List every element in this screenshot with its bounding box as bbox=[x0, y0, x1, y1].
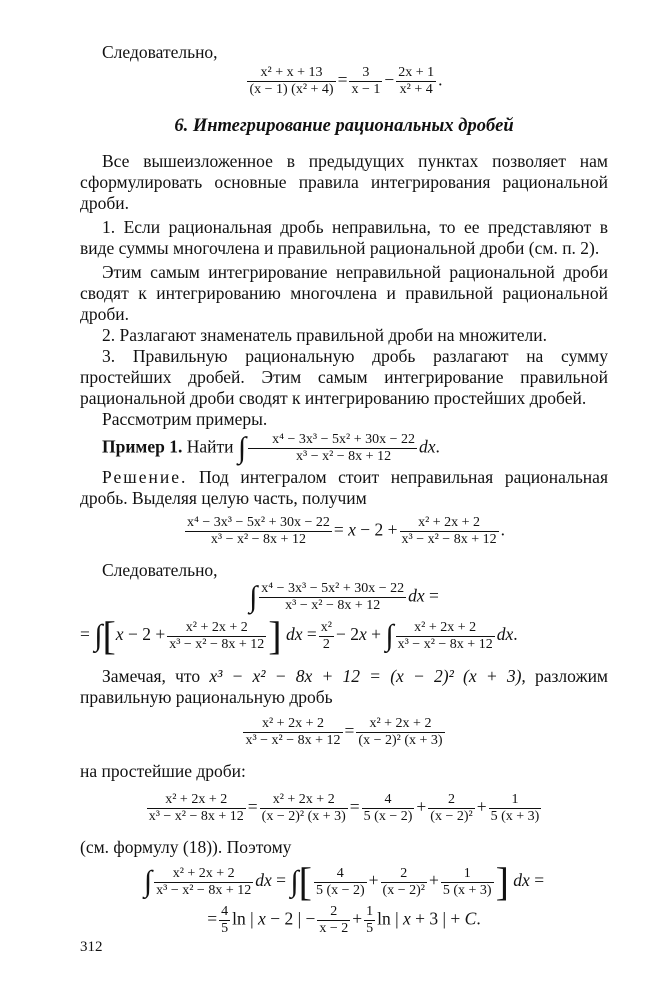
text-see-formula: (см. формулу (18)). Поэтому bbox=[80, 837, 292, 857]
formula-whole-part: $\frac{\text{x⁴ − 3x³ − 5x² + 30x − 22}}{\text{x³ − x² − 8x + 12}}$ = x − 2 + $\frac{\text{x² + 2x + 2}}{\text{x³ − x² − 8x + 12}}$ . bbox=[187, 515, 505, 547]
fraction: $\frac{\text{x⁴ − 3x³ − 5x² + 30x − 22}}{\text{x³ − x² − 8x + 12}}$ bbox=[187, 515, 330, 547]
text-sledovatelno-1: Следовательно, bbox=[102, 42, 218, 62]
integral-sign: ∫ bbox=[249, 580, 258, 614]
fraction: $\frac{2x + 1}{\text{x² + 4}}$ bbox=[398, 65, 435, 97]
integral-sign: ∫ bbox=[385, 619, 394, 652]
formula-decomposition-1: $\frac{\text{x² + x + 13}}{\text{(x − 1) (x² + 4)}}$ = $\frac{3}{x - 1}$ − $\frac{2x + 1}{\text{x² + 4}}$ . bbox=[249, 65, 443, 97]
fraction: $\frac{\text{x² + x + 13}}{\text{(x − 1) (x² + 4)}}$ bbox=[249, 65, 334, 97]
fraction: $\frac{1}{5 (x + 3)}$ bbox=[490, 792, 540, 824]
integral-sign: ∫ bbox=[237, 431, 247, 465]
fraction: $\frac{2}{\text{(x − 2)²}}$ bbox=[382, 865, 425, 898]
paragraph-intro: Все вышеизложенное в предыдущих пунктах позволяет нам сформулировать основные правила интегрирования рациональной дроби. bbox=[80, 151, 608, 213]
fraction: $\frac{\text{x²}}{2}$ bbox=[320, 619, 332, 652]
fraction: $\frac{4}{5 (x - 2)}$ bbox=[315, 865, 365, 898]
paragraph-rule-1: 1. Если рациональная дробь неправильна, то ее представляют в виде суммы многочлена и правильной рациональной дроби (см. п. 2). bbox=[80, 217, 608, 258]
fraction: $\frac{\text{x⁴ − 3x³ − 5x² + 30x − 22}}{\text{x³ − x² − 8x + 12}}$ bbox=[261, 581, 405, 613]
fraction: $\frac{\text{x² + 2x + 2}}{\text{x³ − x² − 8x + 12}}$ bbox=[401, 515, 497, 547]
fraction: $\frac{\text{x⁴ − 3x³ − 5x² + 30x − 22}}{\text{x³ − x² − 8x + 12}}$ bbox=[248, 432, 417, 465]
formula-final-line-2: = $\frac{4}{5}$ ln | x − 2 | − $\frac{2}{x - 2}$ + $\frac{1}{5}$ ln | x + 3 | + C. bbox=[207, 904, 481, 936]
fraction: $\frac{3}{x - 1}$ bbox=[351, 65, 381, 97]
fraction: $\frac{1}{5}$ bbox=[366, 904, 374, 936]
fraction: $\frac{4}{5}$ bbox=[221, 904, 229, 936]
formula-integral-line-2: = ∫[x − 2 + $\frac{\text{x² + 2x + 2}}{\text{x³ − x² − 8x + 12}}$ ] dx = $\frac{\text{x²}}{2}$ − 2x + ∫ $\frac{\text{x² + 2x + 2}}{\text{x³ − x² − 8x + 12}}$ dx. bbox=[80, 613, 518, 658]
text-on-simple: на простейшие дроби: bbox=[80, 761, 246, 781]
fraction: $\frac{\text{x² + 2x + 2}}{\text{x³ − x² − 8x + 12}}$ bbox=[148, 792, 244, 824]
paragraph-rule-2: 2. Разлагают знаменатель правильной дроби на множители. bbox=[102, 325, 548, 345]
fraction: $\frac{\text{x² + 2x + 2}}{\text{x³ − x² − 8x + 12}}$ bbox=[156, 865, 252, 898]
formula-final-line-1: ∫ $\frac{\text{x² + 2x + 2}}{\text{x³ − x² − 8x + 12}}$ dx = ∫[ $\frac{4}{5 (x - 2)}$ + $\frac{2}{\text{(x − 2)²}}$ + $\frac{1}{5 (x + 3)}$ ] dx = bbox=[143, 859, 545, 904]
fraction: $\frac{2}{\text{(x − 2)²}}$ bbox=[430, 792, 473, 824]
formula-partial-fractions: $\frac{\text{x² + 2x + 2}}{\text{x³ − x² − 8x + 12}}$ = $\frac{\text{x² + 2x + 2}}{\text{(x − 2)² (x + 3)}}$ = $\frac{4}{5 (x - 2)}$ + $\frac{2}{\text{(x − 2)²}}$ + $\frac{1}{5 (x + 3)}$ bbox=[148, 792, 540, 824]
paragraph-rule-3: 3. Правильную рациональную дробь разлагают на сумму простейших дробей. Этим самым интегрирование правильной рациональной дроби сводят к интегрированию простейших дробей. bbox=[80, 346, 608, 408]
integral-sign: ∫ bbox=[143, 865, 153, 898]
fraction: $\frac{\text{x² + 2x + 2}}{\text{x³ − x² − 8x + 12}}$ bbox=[245, 716, 341, 748]
fraction: $\frac{\text{x² + 2x + 2}}{\text{x³ − x² − 8x + 12}}$ bbox=[169, 619, 265, 652]
integral-sign: ∫ bbox=[290, 865, 299, 898]
fraction: $\frac{4}{5 (x - 2)}$ bbox=[363, 792, 413, 824]
example-1: Пример 1. Найти ∫ $\frac{\text{x⁴ − 3x³ − 5x² + 30x − 22}}{\text{x³ − x² − 8x + 12}}$ dx. bbox=[102, 431, 440, 465]
fraction: $\frac{\text{x² + 2x + 2}}{\text{(x − 2)² (x + 3)}}$ bbox=[358, 716, 443, 748]
paragraph-examples: Рассмотрим примеры. bbox=[102, 409, 268, 429]
fraction: $\frac{\text{x² + 2x + 2}}{\text{x³ − x² − 8x + 12}}$ bbox=[397, 619, 493, 652]
text-sledovatelno-2: Следовательно, bbox=[102, 560, 218, 580]
paragraph-noting: Замечая, что x³ − x² − 8x + 12 = (x − 2)² (x + 3), разложим правильную рациональную дробь bbox=[80, 666, 609, 707]
fraction: $\frac{2}{x - 2}$ bbox=[319, 904, 349, 936]
formula-integral-line-1: ∫ $\frac{\text{x⁴ − 3x³ − 5x² + 30x − 22}}{\text{x³ − x² − 8x + 12}}$ dx = bbox=[249, 580, 439, 614]
page-content bbox=[80, 42, 608, 937]
integral-sign: ∫ bbox=[94, 619, 103, 652]
fraction: $\frac{1}{5 (x + 3)}$ bbox=[442, 865, 492, 898]
fraction: $\frac{\text{x² + 2x + 2}}{\text{(x − 2)² (x + 3)}}$ bbox=[261, 792, 346, 824]
formula-factored: $\frac{\text{x² + 2x + 2}}{\text{x³ − x² − 8x + 12}}$ = $\frac{\text{x² + 2x + 2}}{\text{(x − 2)² (x + 3)}}$ bbox=[245, 716, 443, 748]
section-heading: 6. Интегрирование рациональных дробей bbox=[174, 116, 514, 136]
page-number: 312 bbox=[80, 939, 103, 955]
paragraph-solution: Решение. Под интегралом стоит неправильная рациональная дробь. Выделяя целую часть, получим bbox=[80, 467, 608, 508]
paragraph-reduction: Этим самым интегрирование неправильной рациональной дроби сводят к интегрированию многочлена и правильной рациональной дроби. bbox=[80, 262, 608, 324]
